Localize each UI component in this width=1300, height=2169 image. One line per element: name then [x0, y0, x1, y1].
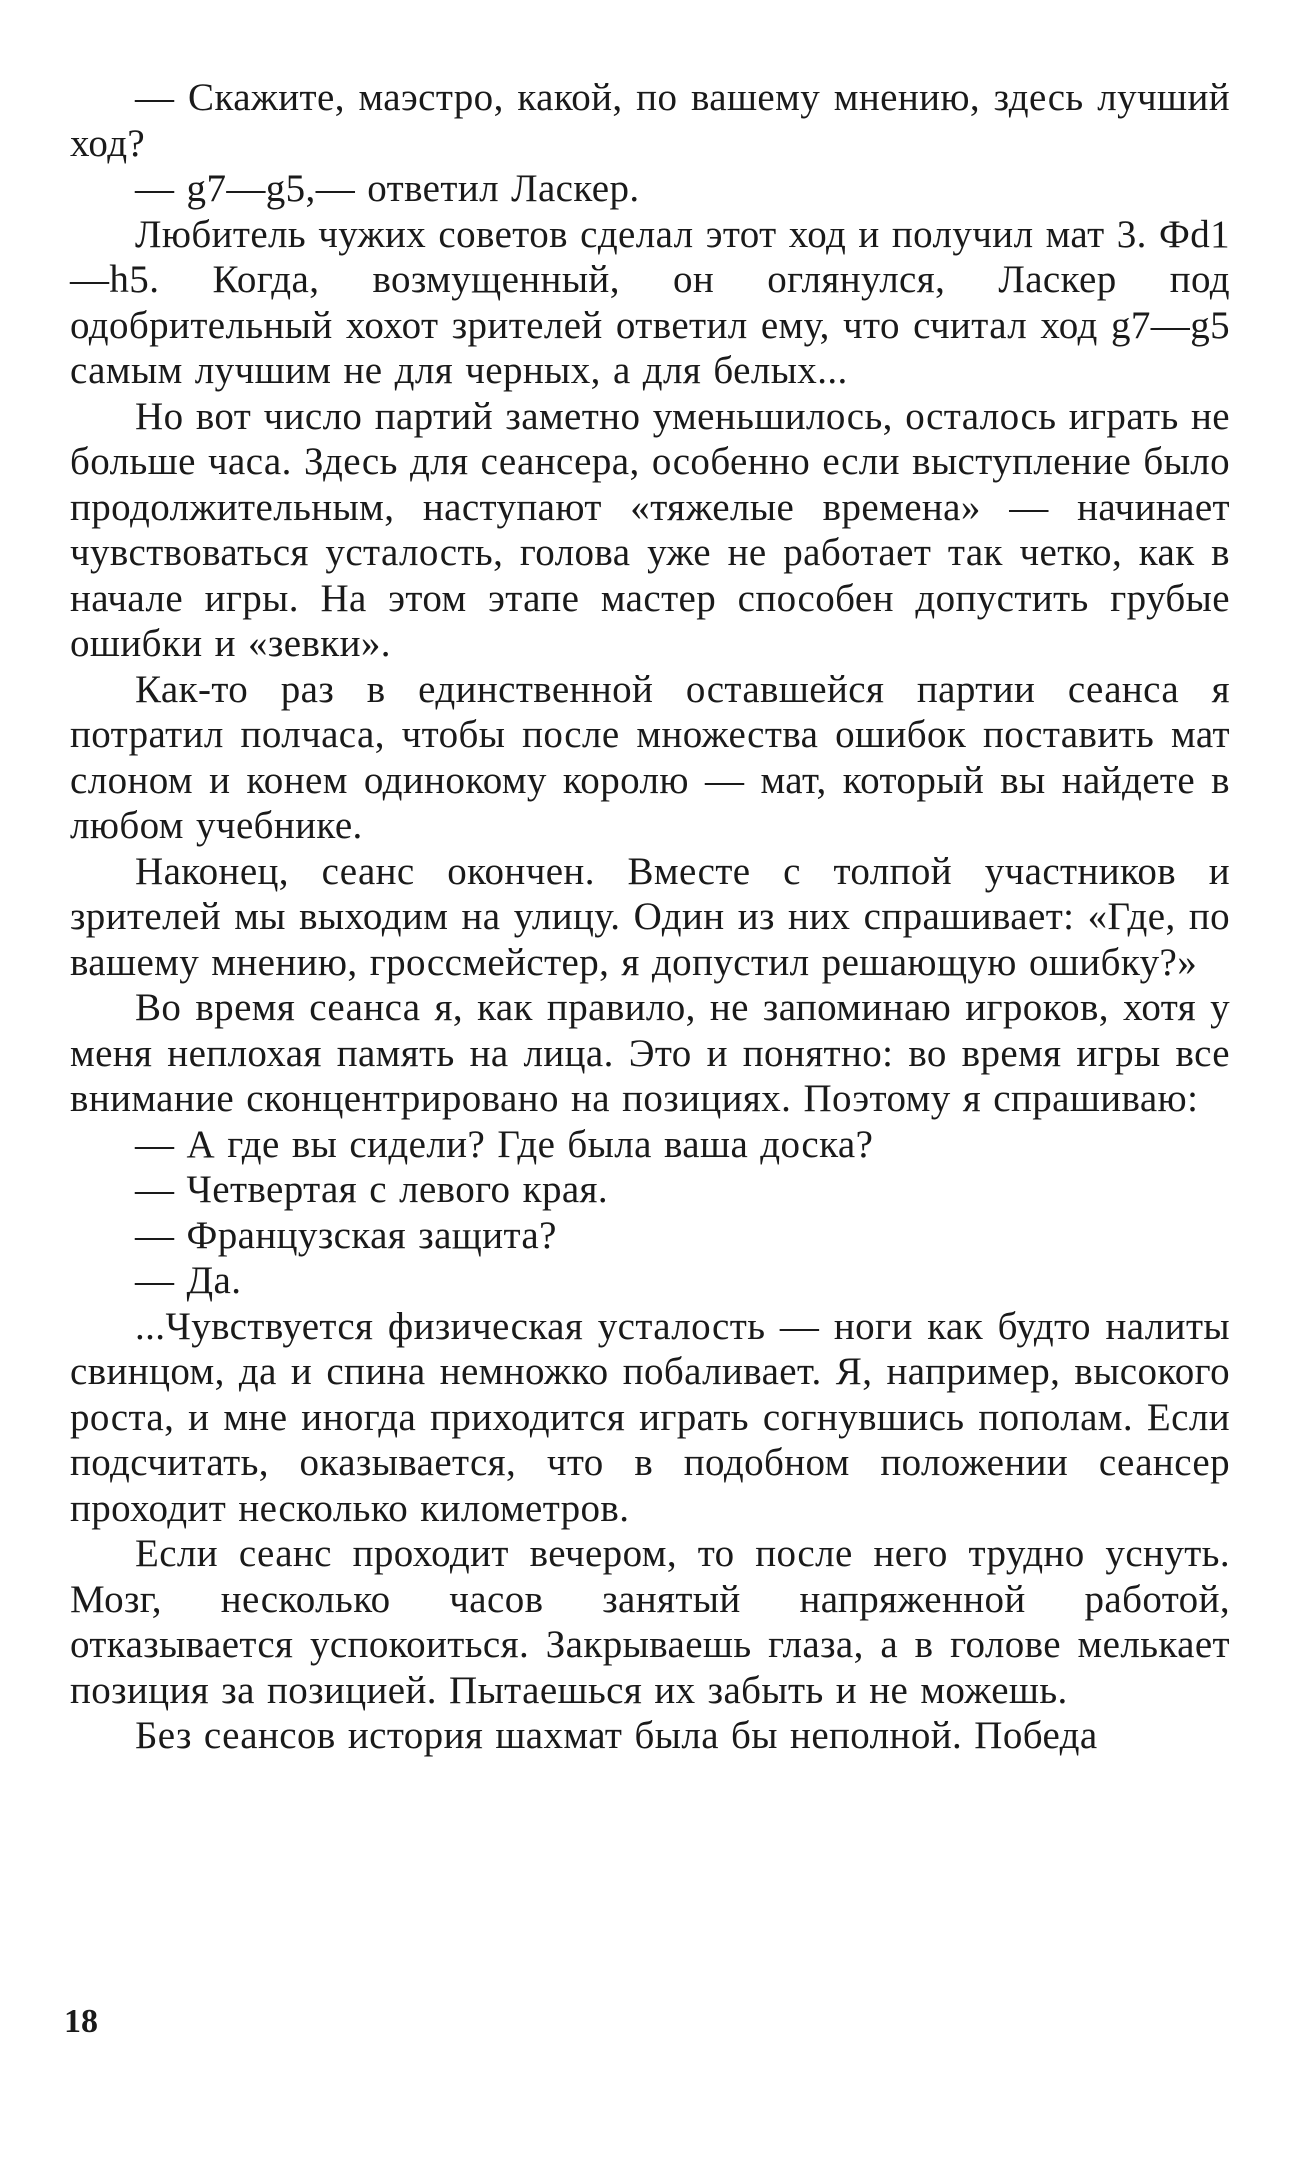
paragraph: Любитель чужих советов сделал этот ход и получил мат 3. Фd1—h5. Когда, возмущенный, он оглянулся, Ласкер под одобрительный хохот зрителей ответил ему, что считал ход g7—g5 самым лучшим не для черных, а для белых... — [70, 212, 1230, 392]
paragraph: — Скажите, маэстро, какой, по вашему мнению, здесь лучший ход? — [70, 76, 1230, 165]
paragraph: Без сеансов история шахмат была бы неполной. Победа — [135, 1714, 1098, 1757]
paragraph: Как-то раз в единственной оставшейся партии сеанса я потратил полчаса, чтобы после множества ошибок поставить мат слоном и конем одинокому королю — мат, который вы найдете в любом учебнике. — [70, 667, 1230, 847]
paragraph: — Французская защита? — [135, 1213, 557, 1257]
paragraph: Во время сеанса я, как правило, не запоминаю игроков, хотя у меня неплохая память на лица. Это и понятно: во время игры все внимание сконцентрировано на позициях. Поэтому я спрашиваю: — [70, 986, 1230, 1120]
paragraph: — Четвертая с левого края. — [135, 1168, 609, 1211]
paragraph: — Да. — [135, 1259, 242, 1302]
paragraph: Наконец, сеанс окончен. Вместе с толпой участников и зрителей мы выходим на улицу. Один из них спрашивает: «Где, по вашему мнению, гроссмейстер, я допустил решающую ошибку?» — [70, 849, 1230, 984]
paragraph: — А где вы сидели? Где была ваша доска? — [135, 1122, 874, 1166]
paragraph: Если сеанс проходит вечером, то после него трудно уснуть. Мозг, несколько часов занятый напряженной работой, отказывается успокоиться. Закрываешь глаза, а в голове мелькает позиция за позицией. Пытаешься их забыть и не можешь. — [70, 1532, 1230, 1712]
page-number: 18 — [64, 2003, 98, 2040]
paragraph: — g7—g5,— ответил Ласкер. — [135, 167, 640, 210]
paragraph: Но вот число партий заметно уменьшилось, осталось играть не больше часа. Здесь для сеансера, особенно если выступление было продолжительным, наступают «тяжелые времена» — начинает чувствоваться усталость, голова уже не работает так четко, как в начале игры. На этом этапе мастер способен допустить грубые ошибки и «зевки». — [70, 394, 1230, 665]
page-body — [70, 75, 1230, 1759]
paragraph: ...Чувствуется физическая усталость — ноги как будто налиты свинцом, да и спина немножко побаливает. Я, например, высокого роста, и мне иногда приходится играть согнувшись пополам. Если подсчитать, оказывается, что в подобном положении сеансер проходит несколько километров. — [70, 1304, 1230, 1530]
